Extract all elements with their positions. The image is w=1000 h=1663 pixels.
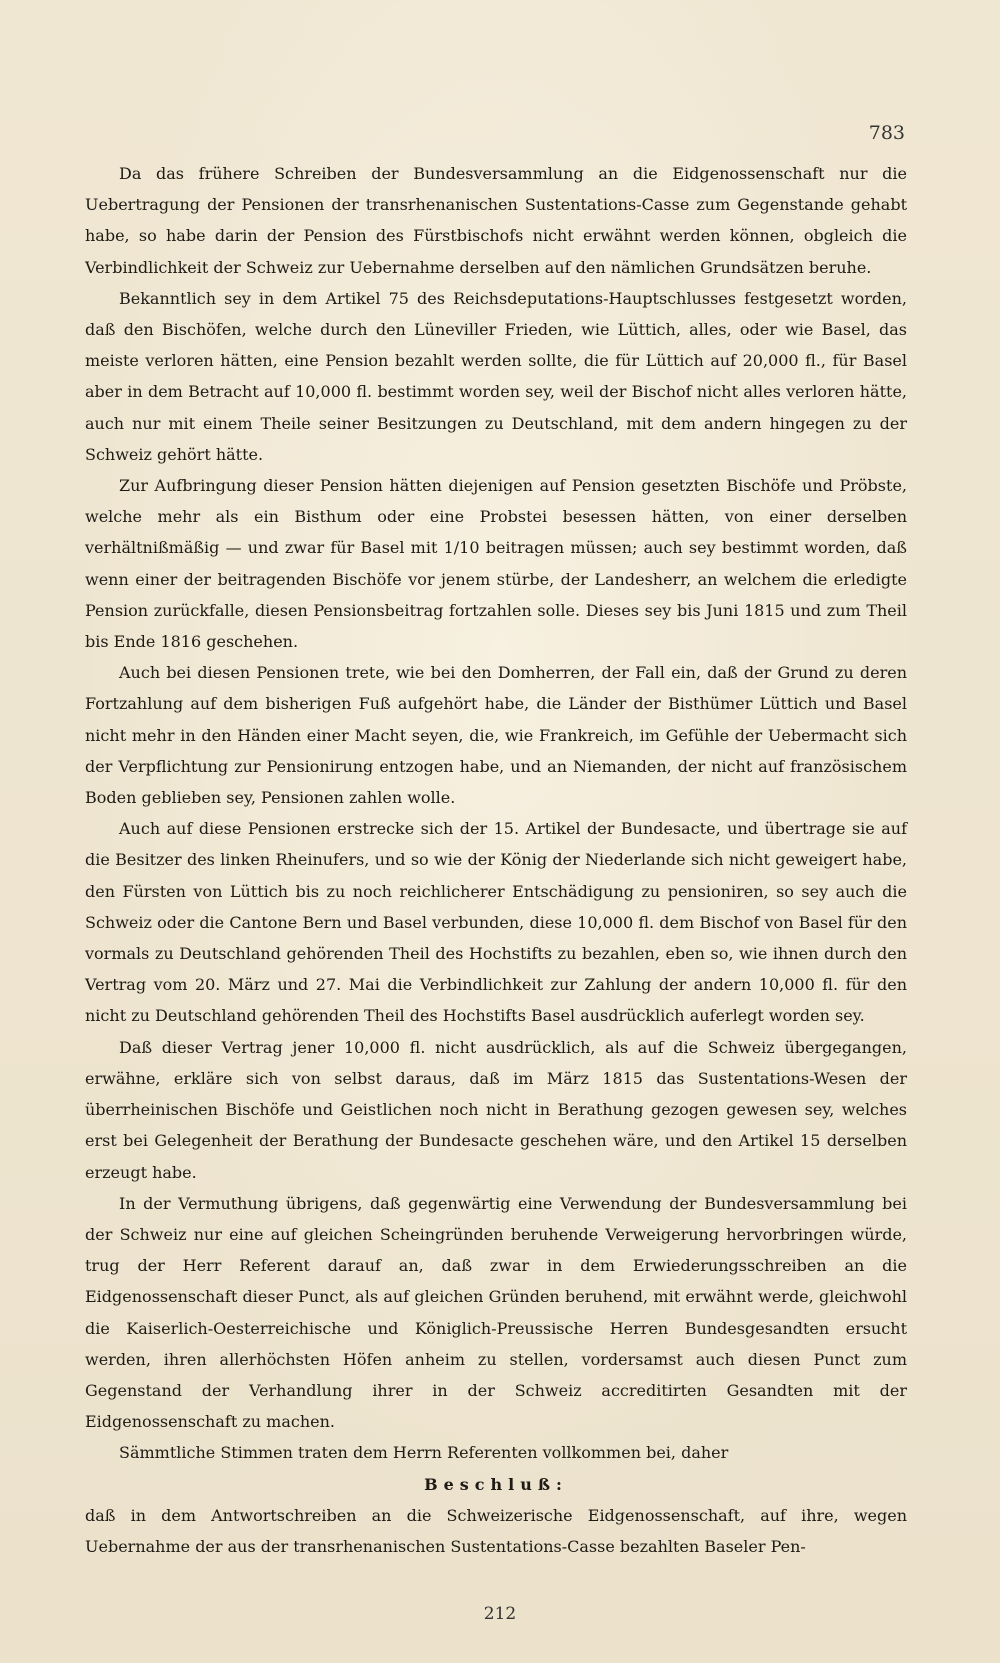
paragraph-7: In der Vermuthung übrigens, daß gegenwärtig eine Verwendung der Bundesversammlung bei der Schweiz nur eine auf gleichen Scheingründen beruhende Verweigerung hervorbringen würde, trug der Herr Referent darauf an, daß zwar in dem Erwiederungsschreiben an die Eidgenossenschaft dieser Punct, als auf gleichen Gründen beruhend, mit erwähnt werde, gleichwohl die Kaiserlich-Oesterreichische und Königlich-Preussische Herren Bundesgesandten ersucht werden, ihren allerhöchsten Höfen anheim zu stellen, vordersamst auch diesen Punct zum Gegenstand der Verhandlung ihrer in der Schweiz accreditirten Gesandten mit der Eidgenossenschaft zu machen. [85,1193,907,1432]
paragraph-5: Auch auf diese Pensionen erstrecke sich der 15. Artikel der Bundesacte, und übertrage sie auf die Besitzer des linken Rheinufers, und so wie der König der Niederlande sich nicht geweigert habe, den Fürsten von Lüttich bis zu noch reichlicherer Entschädigung zu pensioniren, so sey auch die Schweiz oder die Cantone Bern und Basel verbunden, diese 10,000 fl. dem Bischof von Basel für den vormals zu Deutschland gehörenden Theil des Hochstifts zu bezahlen, eben so, wie ihnen durch den Vertrag vom 20. März und 27. Mai die Verbindlichkeit zur Zahlung der andern 10,000 fl. für den nicht zu Deutschland gehörenden Theil des Hochstifts Basel ausdrücklich auferlegt worden sey. [85,819,907,1026]
signature-mark: 212 [483,1604,517,1624]
body-text [85,158,907,1562]
resolution-heading: Beschluß: [424,1474,568,1494]
paragraph-1: Da das frühere Schreiben der Bundesversammlung an die Eidgenossenschaft nur die Uebertragung der Pensionen der transrhenanischen Sustentations-Casse zum Gegenstande gehabt habe, so habe darin der Pension des Fürstbischofs nicht erwähnt werden können, obgleich die Verbindlichkeit der Schweiz zur Uebernahme derselben auf den nämlichen Grundsätzen beruhe. [85,164,907,277]
resolution-paragraph: daß in dem Antwortschreiben an die Schweizerische Eidgenossenschaft, auf ihre, wegen Uebernahme der aus der transrhenanischen Sustentations-Casse bezahlten Baseler Pen- [85,1505,907,1556]
paragraph-6: Daß dieser Vertrag jener 10,000 fl. nicht ausdrücklich, als auf die Schweiz übergegangen, erwähne, erkläre sich von selbst daraus, daß im März 1815 das Sustentations-Wesen der überrheinischen Bischöfe und Geistlichen noch nicht in Berathung gezogen gewesen sey, welches erst bei Gelegenheit der Berathung der Bundesacte geschehen wäre, und den Artikel 15 derselben erzeugt habe. [85,1037,907,1182]
page-number: 783 [868,122,905,144]
paragraph-3: Zur Aufbringung dieser Pension hätten diejenigen auf Pension gesetzten Bischöfe und Pröbste, welche mehr als ein Bisthum oder eine Probstei besessen hätten, von einer derselben verhältnißmäßig — und zwar für Basel mit 1/10 beitragen müssen; auch sey bestimmt worden, daß wenn einer der beitragenden Bischöfe vor jenem stürbe, der Landesherr, an welchem die erledigte Pension zurückfalle, diesen Pensionsbeitrag fortzahlen solle. Dieses sey bis Juni 1815 und zum Theil bis Ende 1816 geschehen. [85,476,907,652]
paragraph-2: Bekanntlich sey in dem Artikel 75 des Reichsdeputations-Hauptschlusses festgesetzt worden, daß den Bischöfen, welche durch den Lüneviller Frieden, wie Lüttich, alles, oder wie Basel, das meiste verloren hätten, eine Pension bezahlt werden sollte, die für Lüttich auf 20,000 fl., für Basel aber in dem Betracht auf 10,000 fl. bestimmt worden sey, weil der Bischof nicht alles verloren hätte, auch nur mit einem Theile seiner Besitzungen zu Deutschland, mit dem andern hingegen zu der Schweiz gehört hätte. [85,288,907,464]
paragraph-4: Auch bei diesen Pensionen trete, wie bei den Domherren, der Fall ein, daß der Grund zu deren Fortzahlung auf dem bisherigen Fuß aufgehört habe, die Länder der Bisthümer Lüttich und Basel nicht mehr in den Händen einer Macht seyen, die, wie Frankreich, im Gefühle der Uebermacht sich der Verpflichtung zur Pensionirung entzogen habe, und an Niemanden, der nicht auf französischem Boden geblieben sey, Pensionen zahlen wolle. [85,663,907,808]
paragraph-8: Sämmtliche Stimmen traten dem Herrn Referenten vollkommen bei, daher [119,1443,729,1463]
